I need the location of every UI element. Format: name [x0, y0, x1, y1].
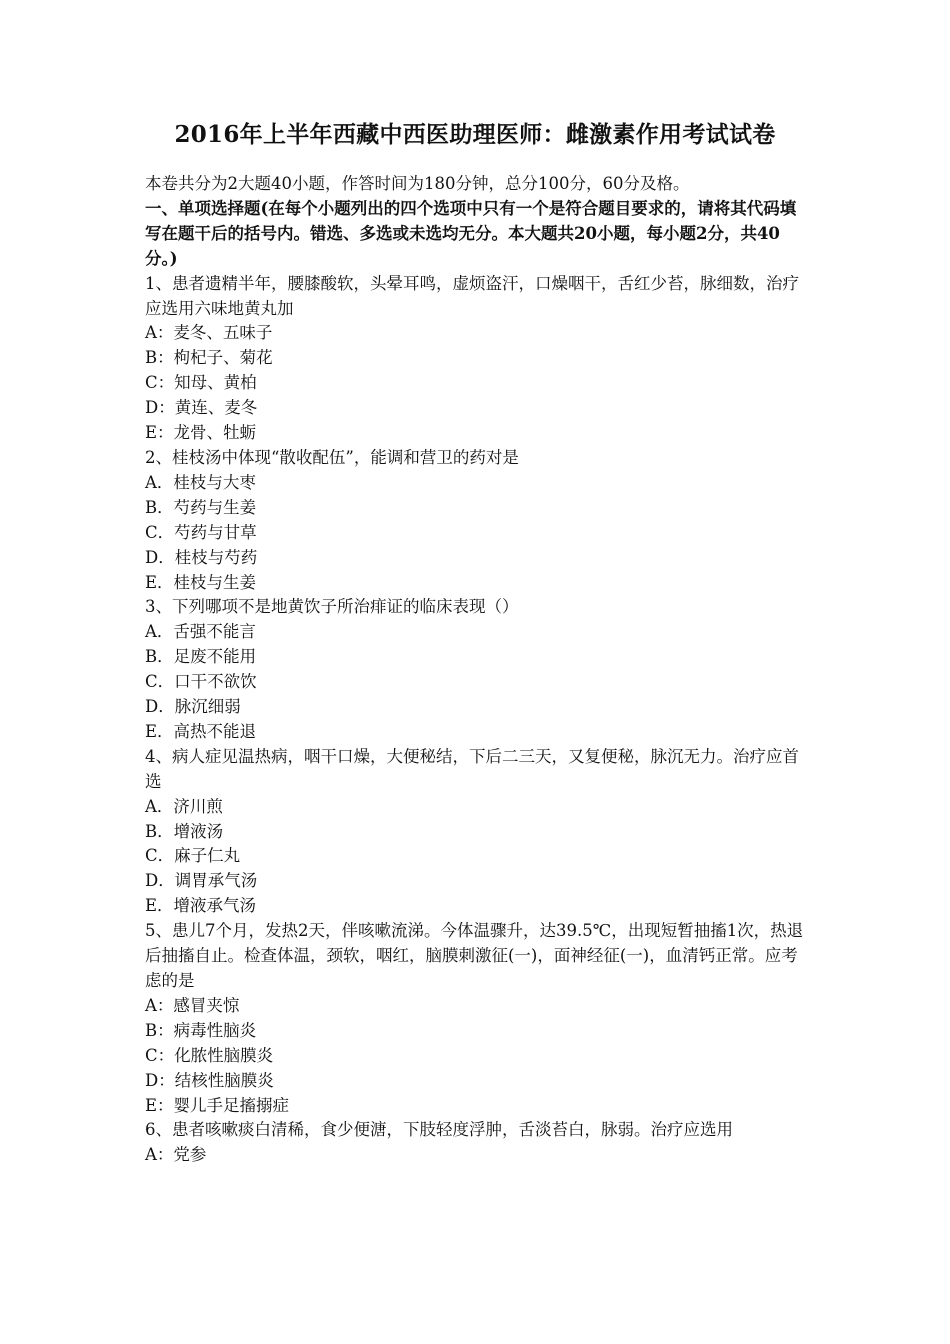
section-heading: 一、单项选择题(在每个小题列出的四个选项中只有一个是符合题目要求的，请将其代码填写在题干后的括号内。错选、多选或未选均无分。本大题共20小题，每小题2分，共40分。): [145, 198, 797, 268]
option-d: D．桂枝与芍药: [145, 547, 258, 567]
question-stem: 5、患儿7个月，发热2天，伴咳嗽流涕。今体温骤升，达39.5℃，出现短暂抽搐1次，热退后抽搐自止。检查体温，颈软，咽红，脑膜刺激征(一)，面神经征(一)，血清钙正常。应考虑的是: [145, 921, 804, 990]
document-title: 2016年上半年西藏中西医助理医师：雌激素作用考试试卷: [174, 121, 776, 148]
question-stem: 6、患者咳嗽痰白清稀，食少便溏，下肢轻度浮肿，舌淡苔白，脉弱。治疗应选用: [145, 1120, 733, 1140]
option-a: A．舌强不能言: [145, 622, 256, 642]
option-a: A．桂枝与大枣: [145, 472, 256, 492]
option-b: B：枸杞子、菊花: [145, 348, 273, 368]
option-a: A．济川煎: [145, 796, 223, 816]
option-d: D．调胃承气汤: [145, 871, 258, 891]
question-stem: 3、下列哪项不是地黄饮子所治痱证的临床表现（）: [145, 597, 519, 617]
option-d: D：黄连、麦冬: [145, 398, 258, 418]
option-b: B：病毒性脑炎: [145, 1020, 257, 1040]
option-d: D：结核性脑膜炎: [145, 1070, 274, 1090]
question-3: [145, 595, 807, 744]
question-4: [145, 745, 807, 919]
document-body: [145, 172, 807, 1168]
option-e: E：龙骨、牡蛎: [145, 423, 257, 443]
option-e: E．增液承气汤: [145, 896, 257, 916]
question-2: [145, 446, 807, 595]
option-b: B．芍药与生姜: [145, 497, 257, 517]
question-stem: 2、桂枝汤中体现“散收配伍”，能调和营卫的药对是: [145, 447, 519, 467]
option-e: E：婴儿手足搐搦症: [145, 1095, 290, 1115]
question-stem: 1、患者遗精半年，腰膝酸软，头晕耳鸣，虚烦盗汗，口燥咽干，舌红少苔，脉细数，治疗应选用六味地黄丸加: [145, 273, 799, 318]
option-c: C：知母、黄柏: [145, 373, 257, 393]
option-c: C：化脓性脑膜炎: [145, 1045, 274, 1065]
option-e: E．高热不能退: [145, 721, 257, 741]
option-c: C．口干不欲饮: [145, 672, 257, 692]
question-1: [145, 272, 807, 446]
option-a: A：党参: [145, 1145, 207, 1165]
option-c: C．芍药与甘草: [145, 522, 257, 542]
option-d: D．脉沉细弱: [145, 697, 241, 717]
question-5: [145, 919, 807, 1118]
option-e: E．桂枝与生姜: [145, 572, 257, 592]
option-a: A：感冒夹惊: [145, 995, 240, 1015]
question-stem: 4、病人症见温热病，咽干口燥，大便秘结，下后二三天，又复便秘，脉沉无力。治疗应首选: [145, 746, 799, 791]
exam-intro: 本卷共分为2大题40小题，作答时间为180分钟，总分100分，60分及格。: [145, 174, 690, 193]
option-b: B．增液汤: [145, 821, 224, 841]
question-6: [145, 1118, 807, 1168]
option-b: B．足废不能用: [145, 647, 257, 667]
option-c: C．麻子仁丸: [145, 846, 241, 866]
option-a: A：麦冬、五味子: [145, 323, 273, 343]
